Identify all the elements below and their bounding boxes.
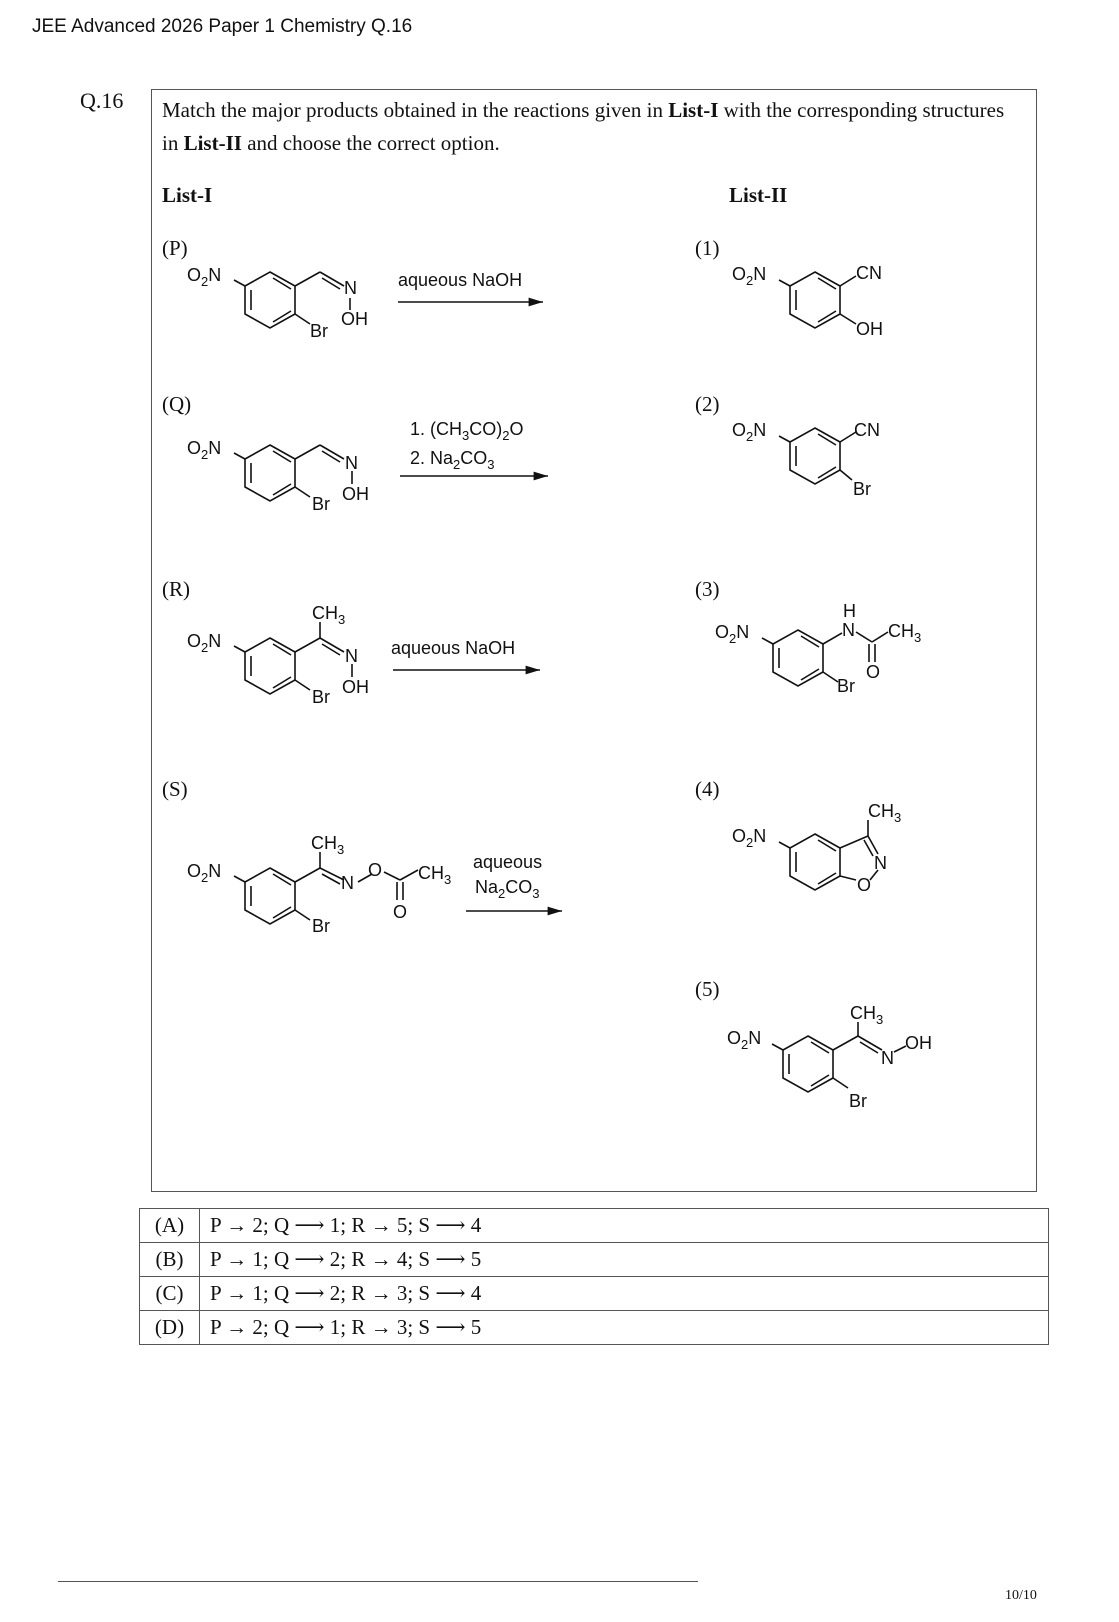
structure-2 [779, 428, 856, 484]
list2-label-4: (4) [695, 777, 720, 801]
atom-cn: CN [856, 263, 882, 283]
option-label: (A) [140, 1209, 200, 1243]
atom-br: Br [312, 916, 330, 936]
option-row-b[interactable] [140, 1243, 1049, 1277]
option-text: P → 2; Q ⟶ 1; R → 3; S ⟶ 5 [200, 1311, 1049, 1345]
atom-nitro: $O_2N$ [187, 265, 222, 289]
atom-nitro: $O_2N$ [732, 264, 767, 288]
list1-label-r: (R) [162, 577, 190, 601]
list2-label-2: (2) [695, 392, 720, 416]
reagent-r: aqueous NaOH [391, 638, 516, 658]
atom-br: Br [837, 676, 855, 696]
list1-label-s: (S) [162, 777, 188, 801]
page-number: 10/10 [1005, 1588, 1037, 1603]
question-text-part: Match the major products obtained in the reactions given in [162, 98, 669, 122]
atom-n: N [345, 453, 358, 473]
atom-oh: OH [342, 677, 369, 697]
atom-n: N [881, 1048, 894, 1068]
atom-oh: OH [905, 1033, 932, 1053]
list1-heading: List-I [162, 183, 213, 207]
atom-nitro: $O_2N$ [732, 420, 767, 444]
atom-n: N [344, 278, 357, 298]
list2-heading: List-II [729, 183, 788, 207]
atom-o: O [368, 860, 383, 880]
reagent-s-line1: aqueous [473, 852, 543, 872]
option-text: P → 1; Q ⟶ 2; R → 4; S ⟶ 5 [200, 1243, 1049, 1277]
list2-label-5: (5) [695, 977, 720, 1001]
option-text: P → 1; Q ⟶ 2; R → 3; S ⟶ 4 [200, 1277, 1049, 1311]
structure-q [234, 445, 352, 501]
atom-h: H [843, 601, 856, 621]
structure-r [234, 622, 352, 694]
atom-nitro: $O_2N$ [727, 1028, 762, 1052]
list2-reference: List-II [183, 131, 242, 155]
atom-cn: CN [854, 420, 880, 440]
atom-nitro: $O_2N$ [187, 438, 222, 462]
structure-p [234, 272, 350, 328]
atom-nitro: $O_2N$ [732, 826, 767, 850]
reagent-s-line2: $Na_2CO_3$ [475, 877, 540, 901]
atom-n: N [341, 873, 354, 893]
atom-n: N [842, 620, 855, 640]
list1-label-q: (Q) [162, 392, 192, 416]
list2-label-3: (3) [695, 577, 720, 601]
reagent-q-line1: 1. $(CH_3CO)_2O$ [410, 419, 524, 443]
atom-oh: OH [856, 319, 883, 339]
option-label: (C) [140, 1277, 200, 1311]
list1-label-p: (P) [162, 236, 188, 260]
option-label: (D) [140, 1311, 200, 1345]
atom-ch3: $CH_3$ [312, 603, 346, 627]
atom-br: Br [310, 321, 328, 341]
option-row-d[interactable] [140, 1311, 1049, 1345]
atom-oh: OH [342, 484, 369, 504]
answer-options [139, 1208, 1049, 1345]
question-text-part: and choose the correct option. [241, 131, 500, 155]
atom-ch3: $CH_3$ [850, 1003, 884, 1027]
question-text-part: with the corresponding structures in [162, 98, 1005, 155]
atom-o: O [857, 875, 872, 895]
option-row-c[interactable] [140, 1277, 1049, 1311]
option-text: P → 2; Q ⟶ 1; R → 5; S ⟶ 4 [200, 1209, 1049, 1243]
atom-br: Br [849, 1091, 867, 1111]
structure-1 [779, 272, 856, 328]
atom-br: Br [312, 687, 330, 707]
structure-s [234, 852, 418, 924]
atom-nitro: $O_2N$ [715, 622, 750, 646]
list2-label-1: (1) [695, 236, 720, 260]
atom-o: O [866, 662, 881, 682]
footer-rule [58, 1581, 698, 1582]
atom-o: O [393, 902, 408, 922]
atom-ch3: $CH_3$ [888, 621, 922, 645]
atom-nitro: $O_2N$ [187, 631, 222, 655]
option-label: (B) [140, 1243, 200, 1277]
atom-br: Br [853, 479, 871, 499]
reagent-q-line2: 2. $Na_2CO_3$ [410, 448, 495, 472]
atom-n: N [345, 646, 358, 666]
question-number: Q.16 [80, 88, 124, 113]
atom-ch3: $CH_3$ [868, 801, 902, 825]
atom-br: Br [312, 494, 330, 514]
list1-reference: List-I [668, 98, 719, 122]
atom-oh: OH [341, 309, 368, 329]
atom-ch3: $CH_3$ [311, 833, 345, 857]
atom-n: N [874, 853, 887, 873]
reagent-p: aqueous NaOH [398, 270, 523, 290]
page-header: JEE Advanced 2026 Paper 1 Chemistry Q.16 [32, 16, 413, 37]
atom-nitro: $O_2N$ [187, 861, 222, 885]
option-row-a[interactable] [140, 1209, 1049, 1243]
atom-ch3: $CH_3$ [418, 863, 452, 887]
